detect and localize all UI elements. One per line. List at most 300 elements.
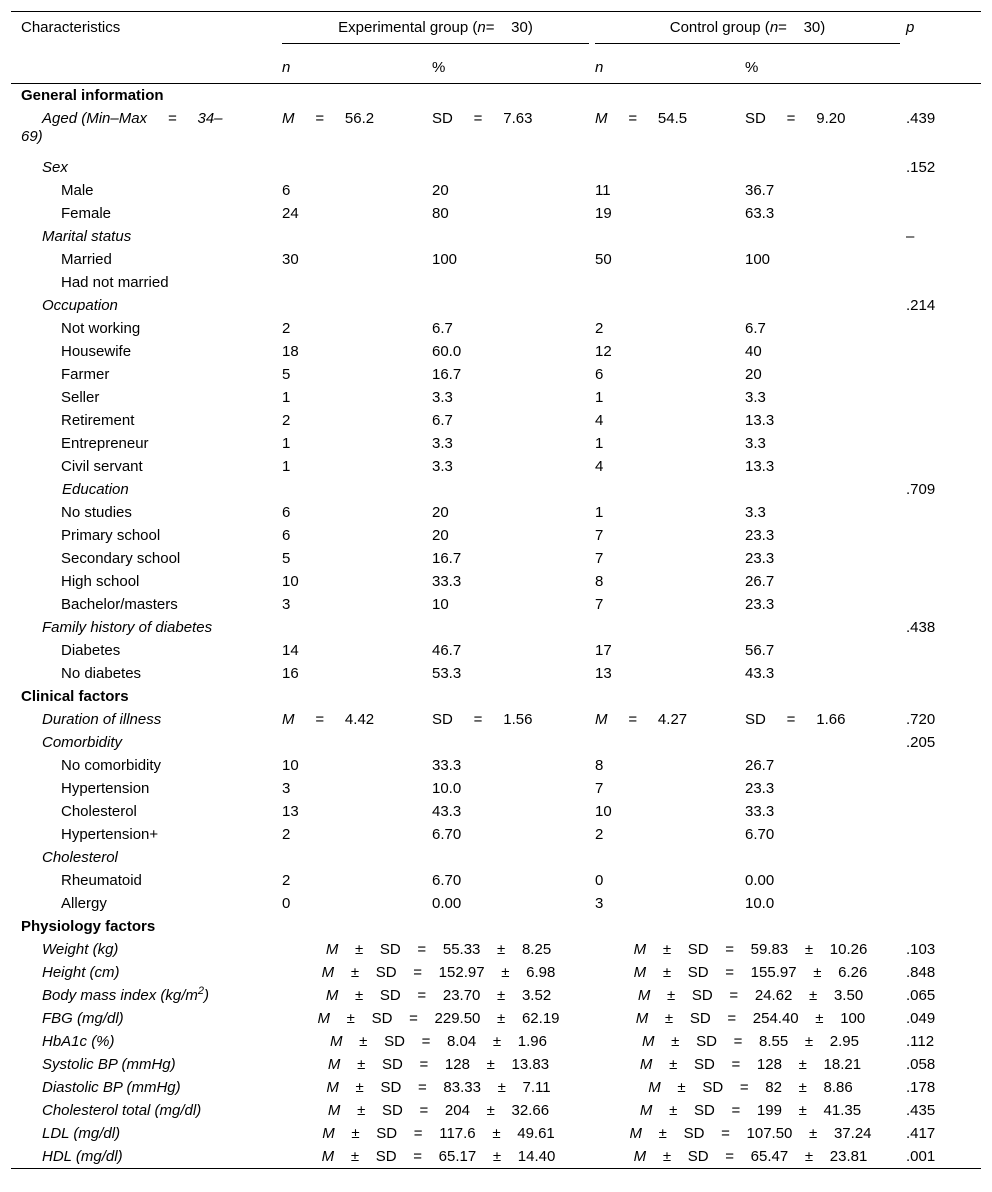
- exp-n: 6: [282, 182, 291, 199]
- physiology-row: [11, 1053, 981, 1076]
- ctl-n: 13: [595, 665, 612, 682]
- ctl-mean-sd: M ± SD = 254.40 ± 100: [635, 1010, 866, 1027]
- exp-n: 6: [282, 504, 291, 521]
- header-exp-pct: %: [432, 59, 446, 76]
- ctl-pct: 3.3: [745, 504, 766, 521]
- ctl-pct: 23.3: [745, 780, 775, 797]
- exp-n: 2: [282, 872, 291, 889]
- empty-cell: [595, 156, 745, 179]
- p-value: [906, 363, 981, 386]
- empty-cell: [282, 616, 432, 639]
- ctl-pct: 13.3: [745, 412, 775, 429]
- row-label: Entrepreneur: [61, 435, 149, 452]
- row-label: [11, 107, 282, 156]
- exp-pct: 33.3: [432, 573, 462, 590]
- exp-n: 2: [282, 320, 291, 337]
- table-row: [11, 892, 981, 915]
- exp-pct: [432, 271, 595, 294]
- table-row: [11, 363, 981, 386]
- exp-n: 1: [282, 458, 291, 475]
- table-row: [11, 248, 981, 271]
- group-row-sex: [11, 156, 981, 179]
- p-value: .438: [906, 619, 936, 636]
- exp-n: 14: [282, 642, 299, 659]
- ctl-n: 2: [595, 826, 604, 843]
- row-label: [11, 1145, 282, 1169]
- ctl-n: 8: [595, 573, 604, 590]
- exp-n: 24: [282, 205, 299, 222]
- exp-mean-sd: M ± SD = 23.70 ± 3.52: [325, 987, 552, 1004]
- exp-pct: 16.7: [432, 550, 462, 567]
- table-row: [11, 317, 981, 340]
- header-control-group: Control group (n= 30): [595, 12, 906, 52]
- empty-cell: [595, 478, 745, 501]
- ctl-n: 12: [595, 343, 612, 360]
- row-label: Secondary school: [61, 550, 181, 567]
- p-value: .065: [906, 987, 936, 1004]
- exp-mean-sd: M ± SD = 204 ± 32.66: [327, 1102, 550, 1119]
- label-text: Body mass index (kg/m: [42, 987, 198, 1004]
- row-label: Not working: [61, 320, 141, 337]
- ctl-mean-sd: M ± SD = 155.97 ± 6.26: [633, 964, 868, 981]
- header-p: p: [906, 19, 915, 36]
- p-value: [906, 179, 981, 202]
- exp-n: 18: [282, 343, 299, 360]
- ctl-mean-sd: M ± SD = 65.47 ± 23.81: [633, 1148, 868, 1165]
- p-value: .435: [906, 1102, 936, 1119]
- p-value: .178: [906, 1079, 936, 1096]
- label-end: ): [204, 987, 210, 1004]
- label-text: LDL (mg/dl): [42, 1125, 121, 1142]
- row-aged: [11, 107, 981, 156]
- p-value: [906, 869, 981, 892]
- table-row: [11, 340, 981, 363]
- exp-mean-sd: M ± SD = 229.50 ± 62.19: [317, 1010, 560, 1027]
- physiology-row: [11, 1007, 981, 1030]
- physiology-row: [11, 938, 981, 961]
- ctl-n: 1: [595, 435, 604, 452]
- ctl-mean-sd: M ± SD = 199 ± 41.35: [639, 1102, 862, 1119]
- header-characteristics: Characteristics: [21, 19, 121, 36]
- exp-n: 5: [282, 366, 291, 383]
- table-row: [11, 777, 981, 800]
- row-label: Seller: [61, 389, 100, 406]
- exp-n: 10: [282, 757, 299, 774]
- p-value: [906, 846, 981, 869]
- table-row: [11, 409, 981, 432]
- exp-n: 16: [282, 665, 299, 682]
- exp-mean-sd: M ± SD = 8.04 ± 1.96: [330, 1033, 547, 1050]
- ctl-mean: M = 4.27: [595, 711, 688, 728]
- empty-cell: [282, 846, 432, 869]
- table-row: [11, 202, 981, 225]
- aged-label-line1: Aged (Min–Max = 34–: [42, 110, 223, 127]
- exp-n: 2: [282, 826, 291, 843]
- ctl-pct: 10.0: [745, 895, 775, 912]
- row-label: Duration of illness: [42, 711, 162, 728]
- group-label-comorbidity: Comorbidity: [42, 734, 123, 751]
- exp-pct: 0.00: [432, 895, 462, 912]
- ctl-mean-sd: M ± SD = 82 ± 8.86: [648, 1079, 853, 1096]
- ctl-mean-sd: M ± SD = 107.50 ± 37.24: [629, 1125, 872, 1142]
- empty-cell: [595, 225, 745, 248]
- table-row: [11, 524, 981, 547]
- empty-cell: [432, 225, 595, 248]
- label-text: HbA1c (%): [42, 1033, 115, 1050]
- exp-sd: SD = 7.63: [432, 110, 533, 127]
- p-value: [906, 777, 981, 800]
- group-label-sex: Sex: [42, 159, 68, 176]
- exp-n: 2: [282, 412, 291, 429]
- physiology-row: [11, 1076, 981, 1099]
- exp-pct: 20: [432, 182, 449, 199]
- table-row: [11, 501, 981, 524]
- table-row: [11, 800, 981, 823]
- ctl-pct: 0.00: [745, 872, 775, 889]
- ctl-pct: [745, 271, 906, 294]
- exp-pct: 3.3: [432, 389, 453, 406]
- label-text: Weight (kg): [42, 941, 119, 958]
- row-label: Female: [61, 205, 112, 222]
- empty-cell: [432, 294, 595, 317]
- exp-pct: 60.0: [432, 343, 462, 360]
- exp-mean-sd: M ± SD = 65.17 ± 14.40: [321, 1148, 556, 1165]
- ctl-n: 6: [595, 366, 604, 383]
- ctl-n: 50: [595, 251, 612, 268]
- label-text: Systolic BP (mmHg): [42, 1056, 176, 1073]
- empty-cell: [432, 616, 595, 639]
- ctl-pct: 23.3: [745, 550, 775, 567]
- ctl-n: 11: [595, 182, 611, 199]
- p-value: .439: [906, 110, 936, 127]
- row-label: Hypertension: [61, 780, 150, 797]
- row-label: Male: [61, 182, 94, 199]
- row-label: [11, 1122, 282, 1145]
- row-label: [11, 938, 282, 961]
- ctl-n: 8: [595, 757, 604, 774]
- label-text: Height (cm): [42, 964, 120, 981]
- group-row-comorbidity: [11, 731, 981, 754]
- ctl-pct: 43.3: [745, 665, 775, 682]
- exp-pct: 6.70: [432, 826, 462, 843]
- ctl-n: 17: [595, 642, 612, 659]
- group-label-cholesterol: Cholesterol: [42, 849, 118, 866]
- ctl-n: 1: [595, 504, 604, 521]
- ctl-n: 19: [595, 205, 612, 222]
- row-label: Cholesterol: [61, 803, 137, 820]
- physiology-row: [11, 1122, 981, 1145]
- ctl-pct: 6.7: [745, 320, 766, 337]
- exp-pct: 20: [432, 504, 449, 521]
- row-label: High school: [61, 573, 140, 590]
- empty-cell: [595, 731, 745, 754]
- p-value: .152: [906, 159, 936, 176]
- row-label: [11, 1099, 282, 1122]
- ctl-n: 2: [595, 320, 604, 337]
- row-label: Bachelor/masters: [61, 596, 178, 613]
- row-label: [11, 1030, 282, 1053]
- row-label: [11, 1007, 282, 1030]
- p-value: [906, 317, 981, 340]
- p-value: –: [906, 228, 915, 245]
- group-row-family: [11, 616, 981, 639]
- p-value: [906, 248, 981, 271]
- empty-cell: [745, 846, 906, 869]
- empty-cell: [282, 225, 432, 248]
- row-label: Had not married: [61, 274, 169, 291]
- table-row: [11, 547, 981, 570]
- group-row-education: [11, 478, 981, 501]
- ctl-n: 7: [595, 550, 604, 567]
- ctl-n: 7: [595, 596, 604, 613]
- table-row: [11, 754, 981, 777]
- ctl-pct: 3.3: [745, 435, 766, 452]
- header-exp-n: n: [282, 59, 291, 76]
- group-label-family: Family history of diabetes: [42, 619, 213, 636]
- p-value: .205: [906, 734, 936, 751]
- ctl-n: 3: [595, 895, 604, 912]
- ctl-sd: SD = 1.66: [745, 711, 846, 728]
- exp-pct: 43.3: [432, 803, 462, 820]
- ctl-mean-sd: M ± SD = 8.55 ± 2.95: [642, 1033, 859, 1050]
- p-value: .720: [906, 711, 936, 728]
- row-label: [11, 1076, 282, 1099]
- empty-cell: [282, 294, 432, 317]
- exp-pct: 6.70: [432, 872, 462, 889]
- exp-pct: 6.7: [432, 320, 453, 337]
- ctl-pct: 26.7: [745, 573, 775, 590]
- table-row: [11, 432, 981, 455]
- ctl-n: 1: [595, 389, 604, 406]
- row-duration: [11, 708, 981, 731]
- ctl-n: 7: [595, 780, 604, 797]
- label-sup: 2: [197, 985, 205, 997]
- table-row: [11, 271, 981, 294]
- group-row-cholesterol: [11, 846, 981, 869]
- exp-pct: 20: [432, 527, 449, 544]
- empty-cell: [745, 478, 906, 501]
- table-row: [11, 593, 981, 616]
- section-clinical-factors: [11, 685, 981, 708]
- table-row: [11, 455, 981, 478]
- row-label: Married: [61, 251, 112, 268]
- empty-cell: [595, 294, 745, 317]
- p-value: [906, 455, 981, 478]
- label-text: Cholesterol total (mg/dl): [42, 1102, 202, 1119]
- ctl-pct: 20: [745, 366, 762, 383]
- row-label: Housewife: [61, 343, 132, 360]
- p-value: [906, 271, 981, 294]
- physiology-row: [11, 961, 981, 984]
- exp-n: 3: [282, 780, 291, 797]
- table-row: [11, 662, 981, 685]
- p-value: .049: [906, 1010, 936, 1027]
- exp-n: [282, 271, 432, 294]
- empty-cell: [745, 616, 906, 639]
- empty-cell: [595, 846, 745, 869]
- row-label: Primary school: [61, 527, 161, 544]
- exp-n: 1: [282, 435, 291, 452]
- section-clinical-factors-label: Clinical factors: [21, 688, 129, 705]
- p-value: [906, 547, 981, 570]
- ctl-n: [595, 271, 745, 294]
- label-text: Diastolic BP (mmHg): [42, 1079, 181, 1096]
- table-row: [11, 179, 981, 202]
- empty-cell: [745, 294, 906, 317]
- label-text: HDL (mg/dl): [42, 1148, 123, 1165]
- p-value: [906, 202, 981, 225]
- exp-n: 13: [282, 803, 299, 820]
- ctl-pct: 6.70: [745, 826, 775, 843]
- exp-mean-sd: M ± SD = 128 ± 13.83: [327, 1056, 550, 1073]
- p-value: [906, 340, 981, 363]
- p-value: .214: [906, 297, 936, 314]
- group-label-marital: Marital status: [42, 228, 132, 245]
- exp-pct: 3.3: [432, 458, 453, 475]
- exp-n: 3: [282, 596, 291, 613]
- row-label: Allergy: [61, 895, 107, 912]
- exp-mean-sd: M ± SD = 152.97 ± 6.98: [321, 964, 556, 981]
- ctl-pct: 23.3: [745, 596, 775, 613]
- ctl-pct: 3.3: [745, 389, 766, 406]
- exp-n: 5: [282, 550, 291, 567]
- group-label-occupation: Occupation: [42, 297, 118, 314]
- ctl-pct: 100: [745, 251, 771, 268]
- ctl-n: 10: [595, 803, 612, 820]
- exp-pct: 10: [432, 596, 449, 613]
- exp-mean-sd: M ± SD = 83.33 ± 7.11: [326, 1079, 551, 1096]
- ctl-pct: 13.3: [745, 458, 775, 475]
- p-value: [906, 501, 981, 524]
- p-value: [906, 593, 981, 616]
- row-label: No studies: [61, 504, 132, 521]
- p-value: [906, 432, 981, 455]
- ctl-pct: 23.3: [745, 527, 775, 544]
- ctl-pct: 26.7: [745, 757, 775, 774]
- exp-pct: 33.3: [432, 757, 462, 774]
- row-label: No comorbidity: [61, 757, 162, 774]
- header-ctl-n: n: [595, 59, 604, 76]
- empty-cell: [282, 731, 432, 754]
- ctl-mean: M = 54.5: [595, 110, 688, 127]
- empty-cell: [432, 156, 595, 179]
- physiology-row: [11, 984, 981, 1007]
- p-value: .103: [906, 941, 936, 958]
- characteristics-table: [11, 11, 981, 1169]
- p-value: [906, 639, 981, 662]
- ctl-pct: 36.7: [745, 182, 775, 199]
- section-general-information-label: General information: [21, 87, 164, 104]
- row-label: Diabetes: [61, 642, 121, 659]
- p-value: [906, 754, 981, 777]
- exp-n: 30: [282, 251, 299, 268]
- exp-pct: 16.7: [432, 366, 462, 383]
- physiology-row: [11, 1030, 981, 1053]
- table-row: [11, 869, 981, 892]
- p-value: [906, 386, 981, 409]
- exp-pct: 6.7: [432, 412, 453, 429]
- empty-cell: [282, 156, 432, 179]
- exp-n: 1: [282, 389, 291, 406]
- row-label: [11, 984, 282, 1007]
- row-label: [11, 961, 282, 984]
- group-row-marital: [11, 225, 981, 248]
- empty-cell: [282, 478, 432, 501]
- row-label: Retirement: [61, 412, 135, 429]
- physiology-row: [11, 1145, 981, 1169]
- exp-pct: 100: [432, 251, 458, 268]
- ctl-pct: 63.3: [745, 205, 775, 222]
- table-row: [11, 639, 981, 662]
- group-row-occupation: [11, 294, 981, 317]
- section-physiology-factors: [11, 915, 981, 938]
- row-label: Hypertension+: [61, 826, 159, 843]
- p-value: .001: [906, 1148, 936, 1165]
- section-general-information: [11, 84, 981, 108]
- exp-pct: 53.3: [432, 665, 462, 682]
- physiology-row: [11, 1099, 981, 1122]
- empty-cell: [745, 225, 906, 248]
- p-value: .709: [906, 481, 936, 498]
- exp-mean: M = 56.2: [282, 110, 375, 127]
- exp-n: 6: [282, 527, 291, 544]
- aged-label-line2: 69): [21, 128, 43, 145]
- row-label: Rheumatoid: [61, 872, 142, 889]
- p-value: [906, 524, 981, 547]
- exp-pct: 46.7: [432, 642, 462, 659]
- empty-cell: [745, 731, 906, 754]
- table-row: [11, 570, 981, 593]
- exp-sd: SD = 1.56: [432, 711, 533, 728]
- exp-pct: 80: [432, 205, 449, 222]
- p-value: [906, 892, 981, 915]
- empty-cell: [595, 616, 745, 639]
- ctl-n: 4: [595, 412, 604, 429]
- p-value: .112: [906, 1033, 935, 1050]
- empty-cell: [432, 731, 595, 754]
- ctl-mean-sd: M ± SD = 59.83 ± 10.26: [633, 941, 868, 958]
- header-ctl-pct: %: [745, 59, 759, 76]
- ctl-pct: 56.7: [745, 642, 775, 659]
- table-row: [11, 823, 981, 846]
- exp-mean-sd: M ± SD = 55.33 ± 8.25: [325, 941, 552, 958]
- header-experimental-group: Experimental group (n= 30): [282, 12, 595, 52]
- ctl-pct: 33.3: [745, 803, 775, 820]
- exp-mean: M = 4.42: [282, 711, 375, 728]
- empty-cell: [745, 156, 906, 179]
- p-value: .848: [906, 964, 936, 981]
- p-value: [906, 570, 981, 593]
- row-label: Farmer: [61, 366, 110, 383]
- label-text: FBG (mg/dl): [42, 1010, 124, 1027]
- group-label-education: Education: [62, 481, 129, 498]
- p-value: [906, 662, 981, 685]
- ctl-n: 0: [595, 872, 604, 889]
- p-value: .058: [906, 1056, 936, 1073]
- row-label: No diabetes: [61, 665, 142, 682]
- ctl-pct: 40: [745, 343, 762, 360]
- section-physiology-factors-label: Physiology factors: [21, 918, 156, 935]
- ctl-n: 4: [595, 458, 604, 475]
- p-value: [906, 409, 981, 432]
- ctl-mean-sd: M ± SD = 24.62 ± 3.50: [637, 987, 864, 1004]
- p-value: [906, 800, 981, 823]
- ctl-n: 7: [595, 527, 604, 544]
- row-label: Civil servant: [61, 458, 143, 475]
- exp-mean-sd: M ± SD = 117.6 ± 49.61: [322, 1125, 555, 1142]
- exp-n: 0: [282, 895, 291, 912]
- p-value: [906, 823, 981, 846]
